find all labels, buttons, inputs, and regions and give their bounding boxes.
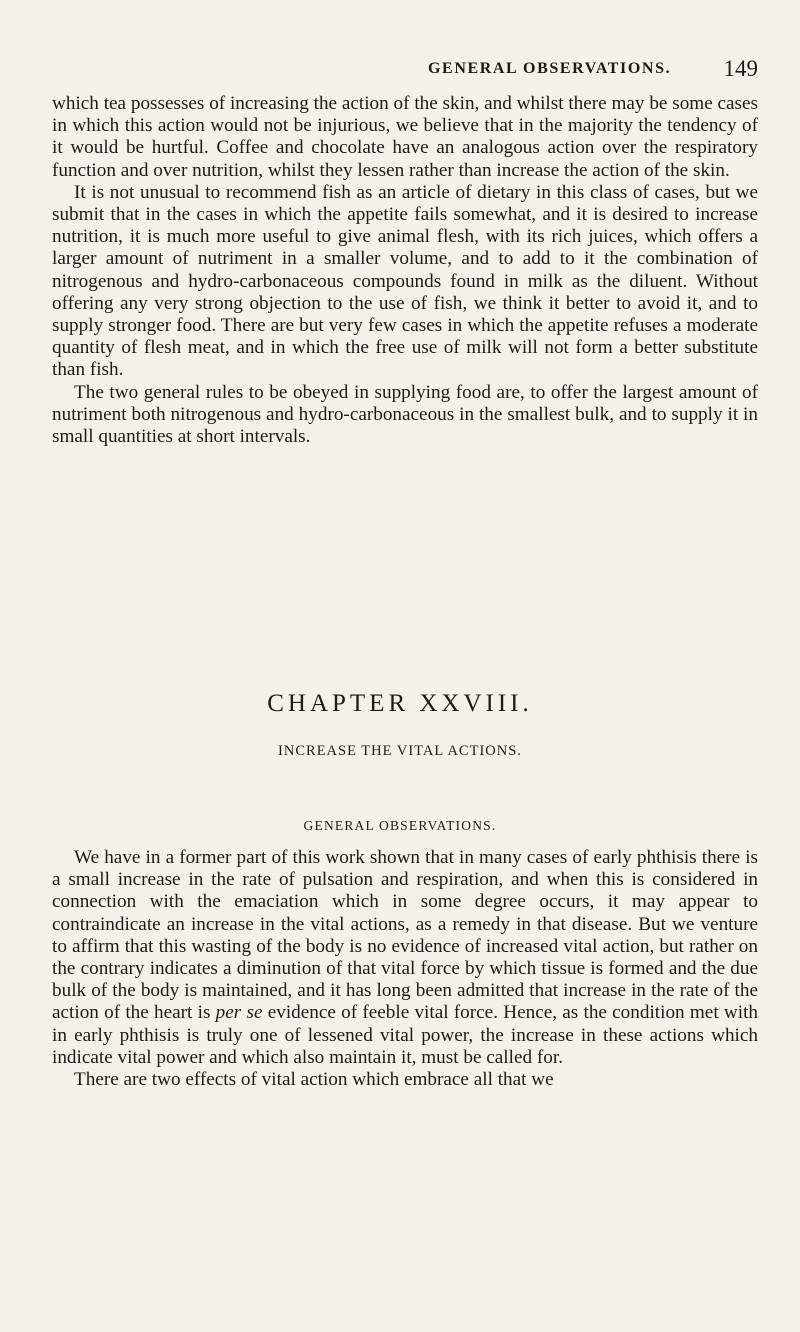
opening-word: We [74, 847, 100, 868]
section-heading: GENERAL OBSERVATIONS. [303, 818, 497, 833]
paragraph-text: evidence of feeble vital force. Hence, as the condition met with in early phthisis is truly one of lessened vital power, the increase in these actions which indicate vital power and which also maintain it, must be called for. [52, 1002, 759, 1068]
paragraph-text: have in a former part of this work shown that in many cases of early phthisis there is a small increase in the rate of pulsation and respiration, and when this is considered in connection with the emaciation which in some degree occurs, it may appear to contraindicate an increase in the vital actions, as a remedy in that disease. But we venture to affirm that this wasting of the body is no evidence of increased vital action, but rather on the contrary indicates a diminution of that vital force by which tissue is formed and the due bulk of the body is maintained, and it has long been admitted that increase in the rate of the action of the heart is [52, 847, 758, 1024]
paragraph [52, 847, 758, 1069]
paragraph: It is not unusual to recommend fish as an article of dietary in this class of cases, but we submit that in the cases in which the appetite fails somewhat, and it is desired to increase nutrition, it is much more useful to give animal flesh, with its rich juices, which offers a larger amount of nutriment in a smaller volume, and to add to it the combination of nitrogenous and hydro-carbonaceous compounds found in milk as the diluent. Without offering any very strong objection to the use of fish, we think it better to avoid it, and to supply stronger food. There are but very few cases in which the appetite refuses a moderate quantity of flesh meat, and in which the free use of milk will not form a better substitute than fish. [52, 181, 758, 381]
chapter-subtitle: INCREASE THE VITAL ACTIONS. [278, 743, 522, 759]
page-number: 149 [723, 56, 758, 81]
paragraph: There are two effects of vital action which embrace all that we [74, 1069, 554, 1091]
italic-phrase: per se [215, 1002, 263, 1024]
chapter-text [52, 847, 758, 1091]
continued-text [52, 93, 758, 448]
paragraph: which tea possesses of increasing the action of the skin, and whilst there may be some cases in which this action would not be injurious, we believe that in the majority the tendency of it would be hurtful. Coffee and chocolate have an analogous action over the respiratory function and over nutrition, whilst they lessen rather than increase the action of the skin. [52, 93, 759, 181]
running-title: GENERAL OBSERVATIONS. [428, 60, 672, 77]
paragraph: The two general rules to be obeyed in supplying food are, to offer the largest amount of nutriment both nitrogenous and hydro-carbonaceous in the smallest bulk, and to supply it in small quantities at short intervals. [52, 381, 758, 448]
chapter-heading: CHAPTER XXVIII. [267, 690, 533, 717]
